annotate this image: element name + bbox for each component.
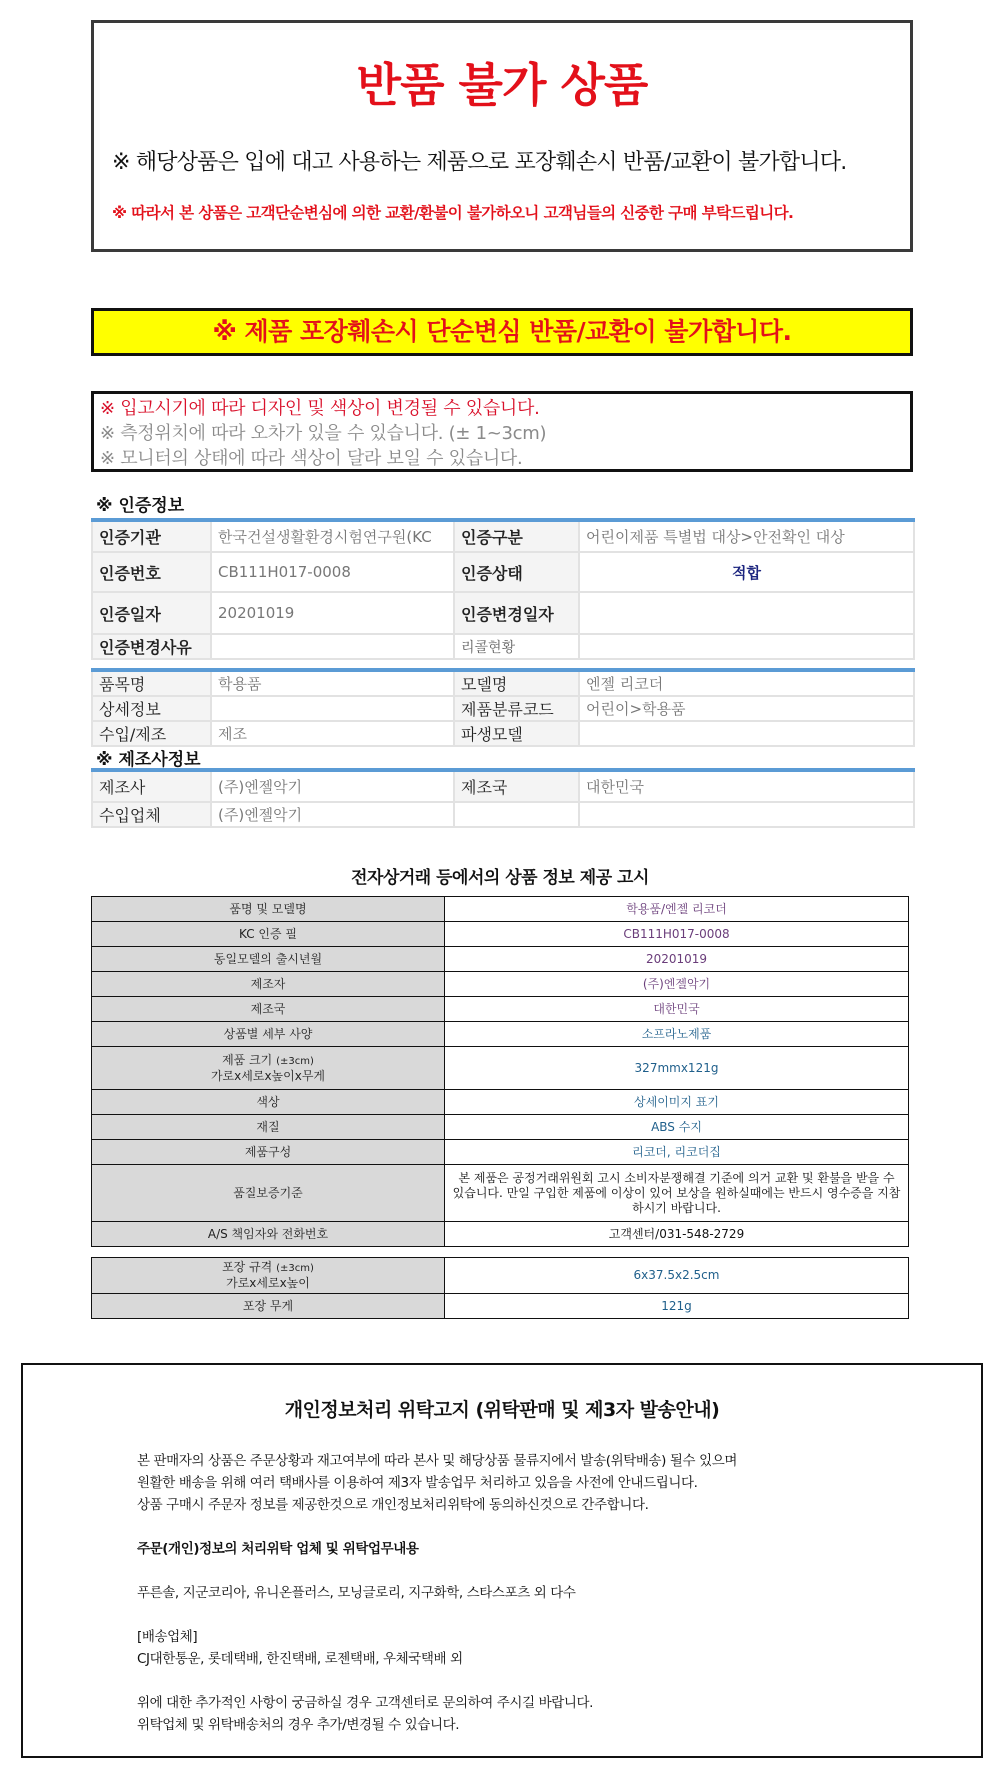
cert-number-label: 인증번호 [92, 552, 211, 592]
privacy-companies: 푸른솔, 지군코리아, 유니온플러스, 모닝글로리, 지구화학, 스타스포츠 외 다수 [137, 1585, 576, 1601]
table-row [92, 520, 914, 552]
table-row [92, 634, 914, 659]
notice-key: 동일모델의 출시년월 [92, 947, 445, 972]
notice-value: 대한민국 [445, 997, 909, 1022]
notice-key: 제조자 [92, 972, 445, 997]
cert-org-label: 인증기관 [92, 520, 211, 552]
privacy-intro-line: 본 판매자의 상품은 주문상황과 재고여부에 따라 본사 및 해당상품 물류지에서 발송(위탁배송) 될수 있으며 [137, 1453, 737, 1469]
manufacturer-value: (주)엔젤악기 [211, 770, 454, 802]
table-row [92, 897, 909, 922]
packaging-warning-banner: ※ 제품 포장훼손시 단순변심 반품/교환이 불가합니다. [91, 308, 913, 356]
cert-change-date-value [579, 592, 914, 634]
privacy-intro-line: 상품 구매시 주문자 정보를 제공한것으로 개인정보처리위탁에 동의하신것으로 간주합니다. [137, 1497, 649, 1513]
table-row [92, 696, 914, 721]
country-label: 제조국 [454, 770, 579, 802]
table-row [92, 552, 914, 592]
import-manufacture-value: 제조 [211, 721, 454, 746]
table-row [92, 802, 914, 827]
notice-value: 상세이미지 표기 [445, 1090, 909, 1115]
notice-key: 재질 [92, 1115, 445, 1140]
table-row [92, 1222, 909, 1247]
cert-type-label: 인증구분 [454, 520, 579, 552]
note-measurement: ※ 측정위치에 따라 오차가 있을 수 있습니다. (± 1~3cm) [100, 423, 547, 444]
notice-key: 제품구성 [92, 1140, 445, 1165]
table-row [92, 972, 909, 997]
recall-status-value [579, 634, 914, 659]
manufacturer-label: 제조사 [92, 770, 211, 802]
notice-key: 상품별 세부 사양 [92, 1022, 445, 1047]
note-design-change: ※ 입고시기에 따라 디자인 및 색상이 변경될 수 있습니다. [100, 398, 540, 419]
cert-table [91, 518, 915, 660]
notice-value: 리코더, 리코더집 [445, 1140, 909, 1165]
model-name-label: 모델명 [454, 670, 579, 696]
country-value: 대한민국 [579, 770, 914, 802]
notice-key [92, 1047, 445, 1090]
product-notes-box [91, 391, 913, 472]
table-row [92, 922, 909, 947]
derived-model-value [579, 721, 914, 746]
item-name-value: 학용품 [211, 670, 454, 696]
table-row [92, 1165, 909, 1222]
empty-value [579, 802, 914, 827]
notice-value: 6x37.5x2.5cm [445, 1258, 909, 1294]
product-info-table [91, 668, 915, 747]
size-tolerance: (±3cm) [276, 1055, 314, 1067]
no-return-title: 반품 불가 상품 [356, 58, 648, 112]
table-row [92, 1115, 909, 1140]
notice-key [92, 1258, 445, 1294]
notice-key: 색상 [92, 1090, 445, 1115]
detail-info-value [211, 696, 454, 721]
size-dimensions-label: 가로x세로x높이x무게 [210, 1068, 326, 1083]
empty-label [454, 802, 579, 827]
size-label: 제품 크기 [222, 1052, 273, 1067]
note-monitor-color: ※ 모니터의 상태에 따라 색상이 달라 보일 수 있습니다. [100, 448, 523, 469]
table-row [92, 1258, 909, 1294]
cert-date-label: 인증일자 [92, 592, 211, 634]
cert-date-value: 20201019 [211, 592, 454, 634]
table-row [92, 1047, 909, 1090]
derived-model-label: 파생모델 [454, 721, 579, 746]
notice-title: 전자상거래 등에서의 상품 정보 제공 고시 [351, 868, 649, 888]
privacy-outro-line: 위에 대한 추가적인 사항이 궁금하실 경우 고객센터로 문의하여 주시길 바랍니다. [137, 1695, 594, 1711]
table-row [92, 947, 909, 972]
item-name-label: 품목명 [92, 670, 211, 696]
model-name-value: 엔젤 리코더 [579, 670, 914, 696]
cert-org-value: 한국건설생활환경시험연구원(KC [211, 520, 454, 552]
notice-value: CB111H017-0008 [445, 922, 909, 947]
notice-value: 학용품/엔젤 리코더 [445, 897, 909, 922]
notice-value: (주)엔젤악기 [445, 972, 909, 997]
packaging-notice-table [91, 1257, 909, 1319]
notice-key: A/S 책임자와 전화번호 [92, 1222, 445, 1247]
no-return-reason: ※ 해당상품은 입에 대고 사용하는 제품으로 포장훼손시 반품/교환이 불가합니다. [112, 150, 847, 175]
pack-dimensions-label: 가로x세로x높이 [226, 1276, 310, 1290]
notice-key: 품명 및 모델명 [92, 897, 445, 922]
notice-key: KC 인증 필 [92, 922, 445, 947]
table-row [92, 592, 914, 634]
notice-key: 포장 무게 [92, 1294, 445, 1319]
cert-number-value: CB111H017-0008 [211, 552, 454, 592]
category-code-value: 어린이>학용품 [579, 696, 914, 721]
table-row [92, 997, 909, 1022]
pack-size-label: 포장 규격 [222, 1260, 273, 1274]
cert-type-value: 어린이제품 특별법 대상>안전확인 대상 [579, 520, 914, 552]
privacy-body [137, 1450, 941, 1736]
notice-value: 고객센터/031-548-2729 [445, 1222, 909, 1247]
notice-value: ABS 수지 [445, 1115, 909, 1140]
category-code-label: 제품분류코드 [454, 696, 579, 721]
notice-value: 121g [445, 1294, 909, 1319]
product-notice-table [91, 896, 909, 1247]
notice-value: 본 제품은 공정거래위원회 고시 소비자분쟁해결 기준에 의거 교환 및 환불을 받을 수 있습니다. 만일 구입한 제품에 이상이 있어 보상을 원하실때에는 반드시 영수증을 지참하시기 바랍니다. [445, 1165, 909, 1222]
maker-info-table [91, 768, 915, 828]
importer-value: (주)엔젤악기 [211, 802, 454, 827]
import-manufacture-label: 수입/제조 [92, 721, 211, 746]
privacy-outro-line: 위탁업체 및 위탁배송처의 경우 추가/변경될 수 있습니다. [137, 1717, 460, 1733]
notice-key: 품질보증기준 [92, 1165, 445, 1222]
delivery-label: [배송업체] [137, 1629, 198, 1645]
privacy-title: 개인정보처리 위탁고지 (위탁판매 및 제3자 발송안내) [284, 1399, 720, 1421]
maker-section-title: ※ 제조사정보 [96, 750, 201, 770]
table-row [92, 1140, 909, 1165]
table-row [92, 1022, 909, 1047]
cert-change-date-label: 인증변경일자 [454, 592, 579, 634]
no-return-warning: ※ 따라서 본 상품은 고객단순변심에 의한 교환/환불이 불가하오니 고객님들의 신중한 구매 부탁드립니다. [112, 204, 794, 222]
table-row [92, 721, 914, 746]
table-row [92, 670, 914, 696]
notice-value: 소프라노제품 [445, 1022, 909, 1047]
cert-change-reason-label: 인증변경사유 [92, 634, 211, 659]
no-return-notice [91, 20, 913, 252]
notice-value: 327mmx121g [445, 1047, 909, 1090]
notice-key: 제조국 [92, 997, 445, 1022]
importer-label: 수입업체 [92, 802, 211, 827]
cert-change-reason-value [211, 634, 454, 659]
table-row [92, 770, 914, 802]
cert-status-label: 인증상태 [454, 552, 579, 592]
privacy-notice-box [21, 1363, 983, 1758]
table-row [92, 1294, 909, 1319]
delivery-companies: CJ대한통운, 롯데택배, 한진택배, 로젠택배, 우체국택배 외 [137, 1651, 463, 1667]
table-row [92, 1090, 909, 1115]
cert-status-value: 적합 [579, 552, 914, 592]
cert-section-title: ※ 인증정보 [96, 496, 185, 516]
privacy-intro-line: 원활한 배송을 위해 여러 택배사를 이용하여 제3자 발송업무 처리하고 있음을 사전에 안내드립니다. [137, 1475, 698, 1491]
recall-status-label: 리콜현황 [454, 634, 579, 659]
privacy-subtitle: 주문(개인)정보의 처리위탁 업체 및 위탁업무내용 [137, 1541, 419, 1557]
pack-size-tolerance: (±3cm) [276, 1263, 314, 1274]
notice-value: 20201019 [445, 947, 909, 972]
detail-info-label: 상세정보 [92, 696, 211, 721]
